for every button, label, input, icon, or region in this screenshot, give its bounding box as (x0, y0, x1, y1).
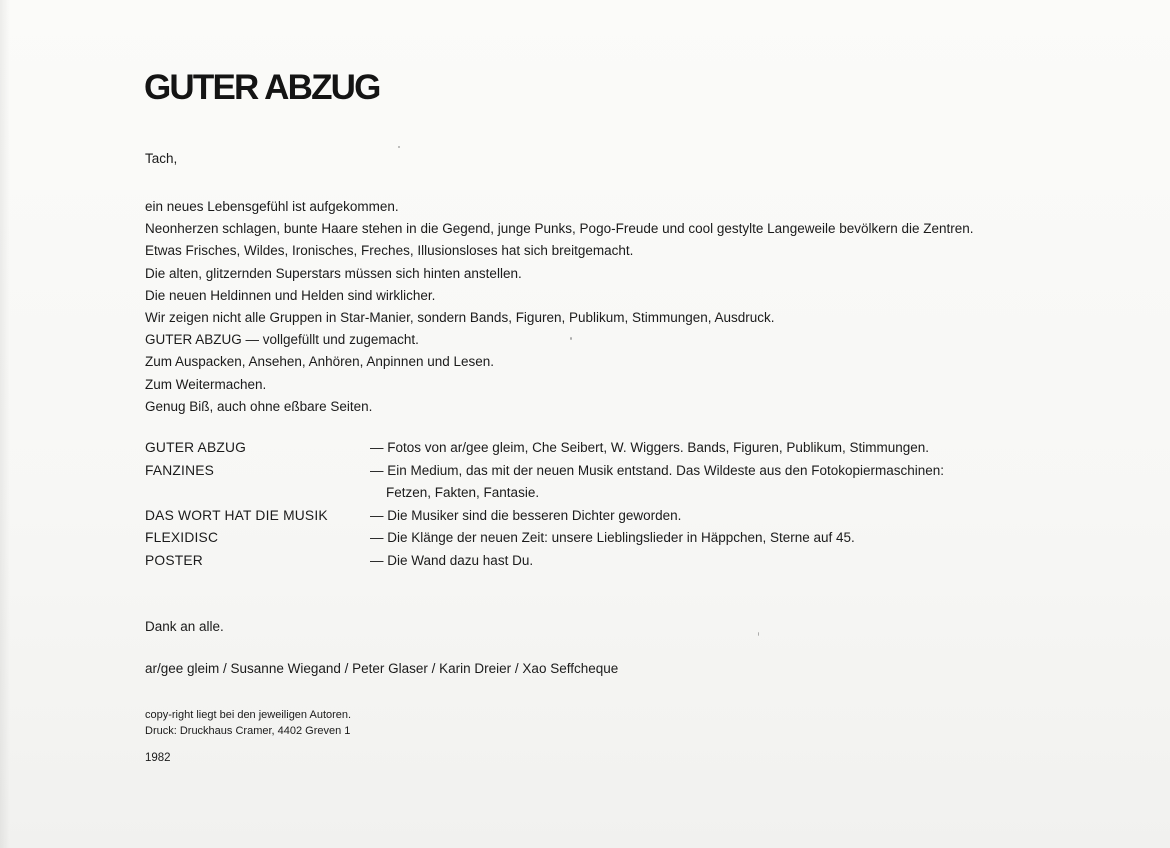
intro-line: Zum Weitermachen. (145, 376, 267, 392)
section-name: POSTER (145, 552, 203, 568)
contents-item (145, 550, 1045, 573)
intro-paragraph (145, 196, 974, 418)
intro-line: Etwas Frisches, Wildes, Ironisches, Freches, Illusionsloses hat sich breitgemacht. (145, 243, 634, 259)
section-description: — Ein Medium, das mit der neuen Musik entstand. Das Wildeste aus den Fotokopiermaschinen: (370, 462, 945, 478)
intro-line: Die neuen Heldinnen und Helden sind wirklicher. (145, 287, 436, 303)
section-name: FANZINES (145, 462, 215, 478)
intro-line: Neonherzen schlagen, bunte Haare stehen in die Gegend, junge Punks, Pogo-Freude und cool gestylte Langeweile bevölkern die Zentren. (145, 221, 974, 237)
intro-line: Die alten, glitzernden Superstars müssen sich hinten anstellen. (145, 265, 522, 281)
intro-line: Zum Auspacken, Ansehen, Anhören, Anpinnen und Lesen. (145, 354, 495, 370)
thanks-note: Dank an alle. (145, 619, 224, 634)
copyright-note: copy-right liegt bei den jeweiligen Autoren. (145, 709, 352, 721)
section-description-continuation: Fetzen, Fakten, Fantasie. (386, 485, 540, 500)
paper-speck (398, 146, 400, 148)
paper-speck (570, 337, 572, 340)
section-description: — Die Musiker sind die besseren Dichter geworden. (370, 507, 682, 523)
contents-item (145, 505, 1045, 528)
section-description: — Die Klänge der neuen Zeit: unsere Lieblingslieder in Häppchen, Sterne auf 45. (370, 530, 855, 545)
section-name: FLEXIDISC (145, 530, 219, 545)
section-description-block (370, 460, 944, 505)
section-description: — Die Wand dazu hast Du. (370, 552, 534, 568)
printer-note: Druck: Druckhaus Cramer, 4402 Greven 1 (145, 724, 351, 737)
contents-list (145, 437, 1045, 572)
page-title: GUTER ABZUG (144, 68, 380, 107)
greeting: Tach, (145, 151, 178, 166)
section-name: DAS WORT HAT DIE MUSIK (145, 507, 328, 523)
fine-print (145, 708, 351, 739)
publication-year: 1982 (145, 752, 171, 764)
intro-line: GUTER ABZUG — vollgefüllt und zugemacht. (145, 332, 419, 348)
section-name: GUTER ABZUG (145, 440, 247, 455)
contents-item (145, 460, 1045, 505)
contents-item (145, 437, 1045, 460)
paper-speck (758, 632, 759, 636)
intro-line: Wir zeigen nicht alle Gruppen in Star-Manier, sondern Bands, Figuren, Publikum, Stimmungen, Ausdruck. (145, 309, 775, 325)
credits-line: ar/gee gleim / Susanne Wiegand / Peter Glaser / Karin Dreier / Xao Seffcheque (145, 661, 619, 676)
page-edge-shadow (0, 0, 10, 848)
intro-line: ein neues Lebensgefühl ist aufgekommen. (145, 199, 399, 214)
contents-item (145, 527, 1045, 550)
intro-line: Genug Biß, auch ohne eßbare Seiten. (145, 398, 373, 414)
section-description: — Fotos von ar/gee gleim, Che Seibert, W. Wiggers. Bands, Figuren, Publikum, Stimmungen. (370, 440, 929, 455)
